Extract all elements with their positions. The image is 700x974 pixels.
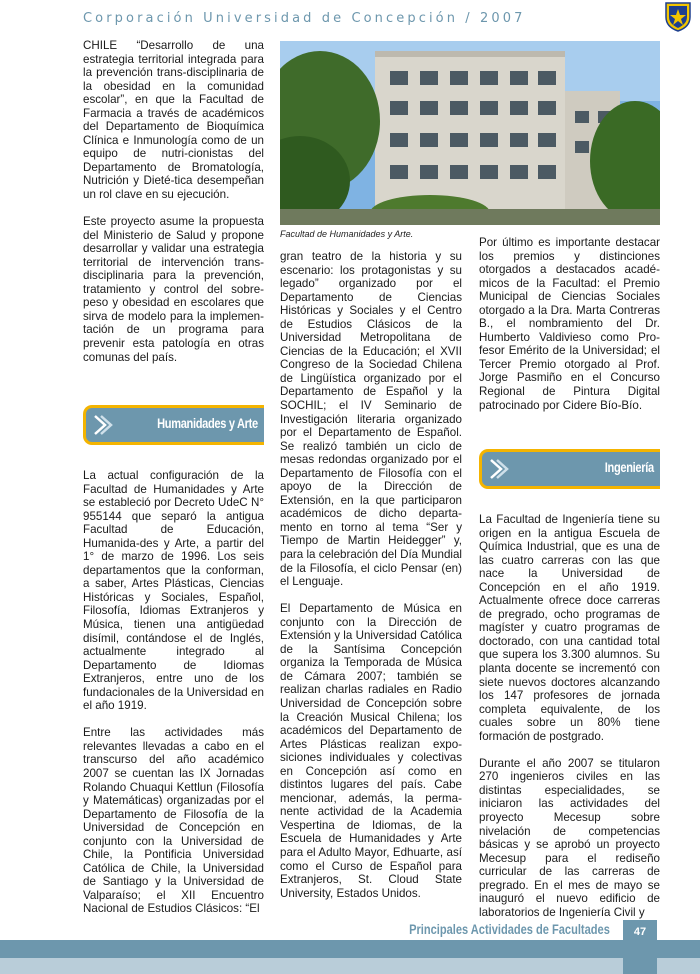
- page-header: [0, 0, 700, 34]
- header-title: Corporación Universidad de Concepción / 2007: [83, 11, 526, 26]
- photo-caption: Facultad de Humanidades y Arte.: [280, 229, 414, 239]
- paragraph: Este proyecto asume la propuesta del Ministerio de Salud y propone desarrollar y validar una estrategia territorial de intervención trans-disciplinaria para la prevención, tratamiento y control del sobre-peso y obesidad en escolares que sirva de modelo para la implemen-tación de un programa para prevenir esta patología en otras comunas del país.: [83, 215, 264, 364]
- paragraph: gran teatro de la historia y su escenario: los protagonistas y su legado” organizado por el Departamento de Ciencias Históricas y Sociales y el Centro de Estudios Clásicos de la Universidad Metropolitana de Ciencias de la Educación; el XVII Congreso de la Sociedad Chilena de Lingüística organizado por el Departamento de Español y la SOCHIL; el IV Seminario de Investigación literaria organizado por el Departamento de Español. Se realizó también un ciclo de mesas redondas organizado por el Departamento de Filosofía con el apoyo de la Dirección de Extensión, en la que participaron académicos de dicho departa-mento en torno al tema “Ser y Tiempo de Martin Heidegger” y, para la celebración del Día Mundial de la Filosofía, el ciclo Pensar (en) el Lenguaje.: [280, 250, 462, 589]
- column-right: [479, 236, 660, 426]
- paragraph: Entre las actividades más relevantes llevadas a cabo en el transcurso del año académico 2007 se cuentan las IX Jornadas Rolando Chuaqui Kettlun (Filosofía y Matemáticas) organizadas por el Departamento de Filosofía de la Universidad de Concepción en conjunto con la Universidad de Chile, la Pontificia Universidad Católica de Chile, la Universidad de Santiago y la Universidad de Valparaíso; el XII Encuentro Nacional de Estudios Clásicos: “El: [83, 726, 264, 916]
- paragraph: Durante el año 2007 se titularon 270 ingenieros civiles en las distintas especialidades, se iniciaron las actividades del proyecto Mecesup sobre nivelación de competencias básicas y se aprobó un proyecto Mecesup para el rediseño curricular de las carreras de pregrado. En el mes de mayo se inauguró el nuevo edificio de laboratorios de Ingeniería Civil y: [479, 756, 660, 919]
- paragraph: La Facultad de Ingeniería tiene su origen en la antigua Escuela de Química Industrial, que es una de las cuatro carreras con las que nace la Universidad de Concepción en el año 1919. Actualmente ofrece doce carreras de pregrado, ocho programas de magíster y cuatro programas de doctorado, con una cantidad total que supera los 3.300 alumnos. Su planta docente se incrementó con siete nuevos doctores alcanzando los 147 profesores de jornada completa equivalente, de los cuales sobre un 80% tiene formación de postgrado.: [479, 513, 660, 743]
- footer-band: [0, 940, 700, 958]
- page-number: 47: [633, 926, 647, 938]
- chevron-right-icon: [488, 458, 510, 480]
- building-photo: [280, 41, 660, 225]
- section-banner-ingenieria: [479, 449, 660, 489]
- paragraph: CHILE “Desarrollo de una estrategia territorial integrada para la prevención trans-disciplinaria de la obesidad en la comunidad escolar”, en que la Facultad de Farmacia a través de académicos del Departamento de Bioquímica Clínica e Inmunología como de un equipo de nutri-cionistas del Departamento de Bromatología, Nutrición y Dieté-tica desempeñan un rol clave en su ejecución.: [83, 39, 264, 202]
- section-banner-humanidades: [83, 405, 264, 445]
- page-number-box: [623, 920, 657, 974]
- footer-band-light: [0, 958, 700, 974]
- university-crest-icon: [665, 2, 691, 32]
- paragraph: La actual configuración de la Facultad de Humanidades y Arte se estableció por Decreto UdeC N° 955144 que separó la antigua Facultad de Educación, Humanida-des y Arte, a partir del 1° de marzo de 1996. Los seis departamentos que la conforman, a saber, Artes Plásticas, Ciencias Históricas y Sociales, Español, Filosofía, Idiomas Extranjeros y Música, tienen una antigüedad disímil, contándose el de Inglés, actualmente integrado al Departamento de Idiomas Extranjeros, entre uno de los fundacionales de la Universidad en el año 1919.: [83, 469, 264, 713]
- section-heading: Humanidades y Arte: [157, 416, 258, 431]
- section-heading: Ingeniería: [604, 460, 654, 475]
- chevron-right-icon: [92, 414, 114, 436]
- column-left-lower: [83, 469, 264, 930]
- column-left: [83, 39, 264, 378]
- paragraph: El Departamento de Música en conjunto con la Dirección de Extensión y la Universidad Católica de la Santísima Concepción organiza la Temporada de Música de Cámara 2007; también se realizan charlas radiales en Radio Universidad de Concepción sobre la Creación Musical Chilena; los académicos del Departamento de Artes Plásticas realizan expo-siciones individuales y colectivas en Concepción así como en distintos lugares del país. Cabe mencionar, además, la perma-nente actividad de la Academia Vespertina de Idiomas, de la Escuela de Humanidades y Arte para el Adulto Mayor, Edhuarte, así como el Curso de Español para Extranjeros, St. Cloud State University, Estados Unidos.: [280, 602, 462, 900]
- paragraph: Por último es importante destacar los premios y distinciones otorgados a destacados acadé-micos de la Facultad: el Premio Municipal de Ciencias Sociales otorgado a la Dra. Marta Contreras B., el nombramiento del Dr. Humberto Valdivieso como Pro-fesor Emérito de la Universidad; el Tercer Premio otorgado al Prof. Jorge Pasmiño en el Concurso Regional de Pintura Digital patrocinado por Cidere Bío-Bío.: [479, 236, 660, 412]
- column-right-lower: [479, 513, 660, 933]
- footer-title: Principales Actividades de Facultades: [409, 922, 610, 937]
- column-middle: [280, 250, 462, 914]
